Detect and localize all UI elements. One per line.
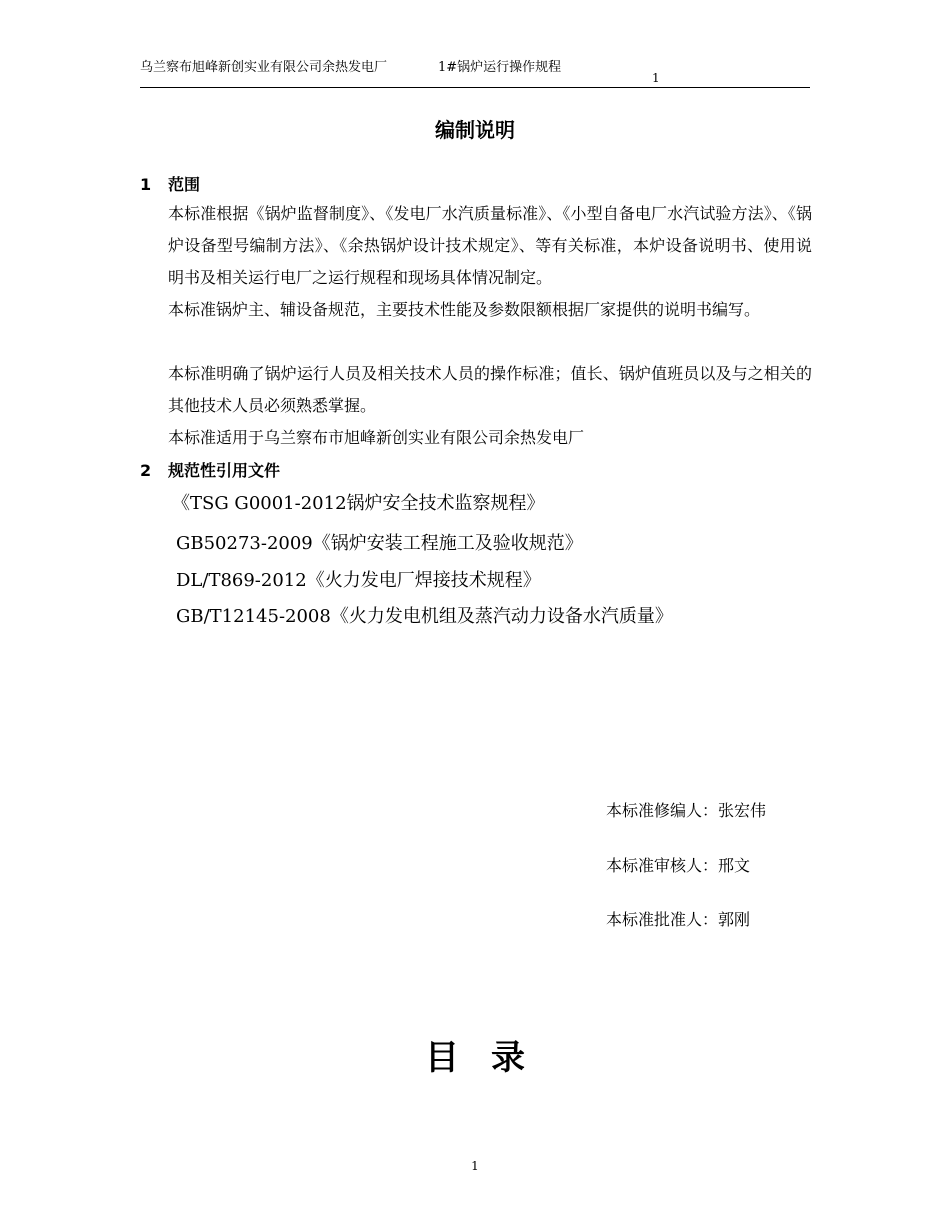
- document-title: 编制说明: [435, 118, 515, 142]
- signature-reviewer: [606, 853, 750, 876]
- signature-label: 本标准审核人：: [606, 856, 719, 875]
- footer-page-number: 1: [471, 1159, 479, 1173]
- signature-name: 邢文: [718, 856, 751, 875]
- header-divider: [140, 87, 810, 88]
- reference-item: DL/T869-2012《火力发电厂焊接技术规程》: [176, 570, 541, 591]
- scope-paragraph-3: 本标准明确了锅炉运行人员及相关技术人员的操作标准；值长、锅炉值班员以及与之相关的其他技术人员必须熟悉掌握。: [168, 364, 812, 415]
- section-number: 2: [140, 461, 152, 480]
- section-title: 规范性引用文件: [168, 461, 281, 480]
- reference-item: GB/T12145-2008《火力发电机组及蒸汽动力设备水汽质量》: [176, 606, 673, 627]
- signature-label: 本标准批准人：: [606, 910, 719, 929]
- signature-editor: [606, 798, 766, 821]
- scope-paragraph-2: 本标准锅炉主、辅设备规范，主要技术性能及参数限额根据厂家提供的说明书编写。: [168, 300, 761, 319]
- toc-title: 目录: [425, 1038, 557, 1078]
- signature-label: 本标准修编人：: [606, 801, 719, 820]
- reference-item: 《TSG G0001-2012锅炉安全技术监察规程》: [172, 493, 545, 514]
- signature-name: 张宏伟: [718, 801, 767, 820]
- signature-name: 郭刚: [718, 910, 751, 929]
- scope-paragraph-4: 本标准适用于乌兰察布市旭峰新创实业有限公司余热发电厂: [168, 428, 585, 447]
- section-heading-references: [140, 458, 280, 481]
- header-page-number: 1: [652, 71, 660, 85]
- signature-approver: [606, 907, 750, 930]
- reference-item: GB50273-2009《锅炉安装工程施工及验收规范》: [176, 533, 583, 554]
- section-number: 1: [140, 175, 152, 194]
- header-company: 乌兰察布旭峰新创实业有限公司余热发电厂: [140, 60, 388, 75]
- section-title: 范围: [168, 175, 201, 194]
- header-doc-name: 1#锅炉运行操作规程: [438, 60, 562, 75]
- scope-paragraph-1: 本标准根据《锅炉监督制度》、《发电厂水汽质量标准》、《小型自备电厂水汽试验方法》、《锅炉设备型号编制方法》、《余热锅炉设计技术规定》、等有关标准，本炉设备说明书、使用说明书及相关运行电厂之运行规程和现场具体情况制定。: [168, 204, 812, 287]
- section-heading-scope: [140, 172, 200, 195]
